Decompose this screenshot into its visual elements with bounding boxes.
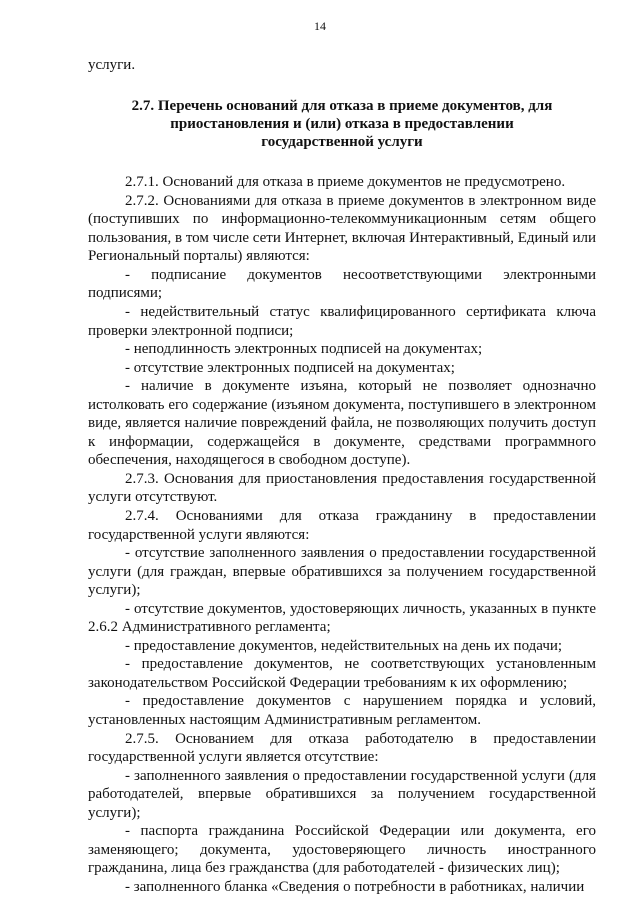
list-item: - отсутствие документов, удостоверяющих личность, указанных в пункте 2.6.2 Административного регламента; [88,600,596,636]
paragraph-2-7-3: 2.7.3. Основания для приостановления предоставления государственной услуги отсутствуют. [88,470,596,506]
list-item: - предоставление документов, недействительных на день их подачи; [125,637,563,654]
paragraph-2-7-1: 2.7.1. Оснований для отказа в приеме документов не предусмотрено. [125,174,566,191]
list-item: - отсутствие электронных подписей на документах; [125,359,455,376]
list-item: - заполненного бланка «Сведения о потребности в работниках, наличии [125,878,585,895]
paragraph-2-7-2: 2.7.2. Основаниями для отказа в приеме документов в электронном виде (поступивших по информационно-телекоммуникационным сетям общего пользования, в том числе сети Интернет, включая Интерактивный, Единый или Региональный порталы) являются: [88,192,596,265]
paragraph-2-7-4: 2.7.4. Основаниями для отказа гражданину в предоставлении государственной услуги являются: [88,508,596,543]
list-item: - недействительный статус квалифицированного сертификата ключа проверки электронной подписи; [88,303,596,339]
list-item: - паспорта гражданина Российской Федерации или документа, его заменяющего; документа, удостоверяющего личность иностранного гражданина, лица без гражданства (для работодателей - физических лиц); [88,823,596,877]
page-number: 14 [314,19,326,33]
document-body [88,56,596,896]
list-item: - неподлинность электронных подписей на документах; [125,341,483,358]
paragraph-2-7-5: 2.7.5. Основанием для отказа работодателю в предоставлении государственной услуги является отсутствие: [88,730,596,766]
intro-fragment: услуги. [88,57,136,73]
section-heading: 2.7. Перечень оснований для отказа в приеме документов, для приостановления и (или) отказа в предоставлении государственной услуги [131,97,553,150]
list-item: - заполненного заявления о предоставлении государственной услуги (для работодателей, впервые обратившихся за получением государственной услуги); [88,767,596,821]
list-item: - предоставление документов с нарушением порядка и условий, установленных настоящим Административным регламентом. [88,693,596,729]
list-item: - отсутствие заполненного заявления о предоставлении государственной услуги (для граждан, впервые обратившихся за получением государственной услуги); [88,545,596,599]
list-item: - подписание документов несоответствующими электронными подписями; [88,266,596,302]
list-item: - предоставление документов, не соответствующих установленным законодательством Российской Федерации требованиям к их оформлению; [88,656,596,691]
list-item: - наличие в документе изъяна, который не позволяет однозначно истолковать его содержание (изъяном документа, поступившего в электронном виде, является наличие повреждений файла, не позволяющих получить доступ к информации, содержащейся в документе, средствами программного обеспечения, находящегося в свободном доступе). [88,378,596,469]
